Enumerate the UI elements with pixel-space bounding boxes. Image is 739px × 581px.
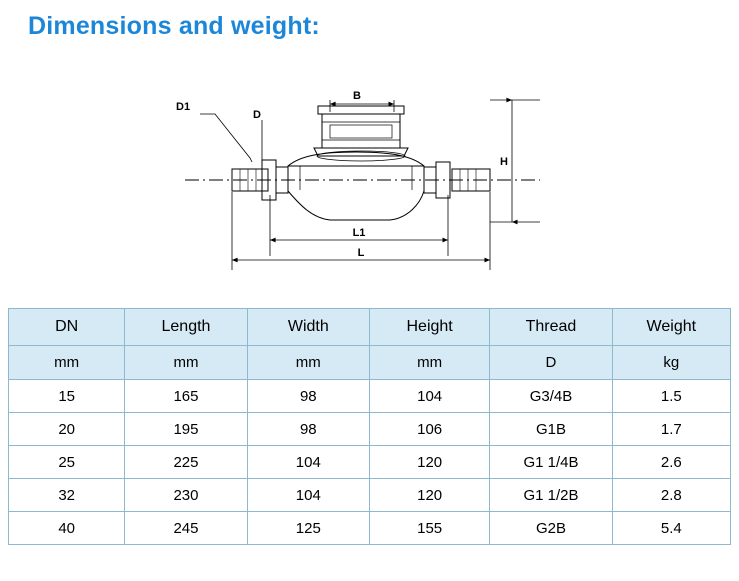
header-height: Height xyxy=(369,309,489,346)
header-dn: DN xyxy=(9,309,125,346)
header-thread: Thread xyxy=(490,309,612,346)
cell-weight: 1.7 xyxy=(612,413,730,446)
cell-thread: G2B xyxy=(490,512,612,545)
unit-weight: kg xyxy=(612,346,730,380)
water-meter-dimension-drawing xyxy=(0,70,739,288)
cell-dn: 32 xyxy=(9,479,125,512)
header-width: Width xyxy=(247,309,369,346)
label-d1: D1 xyxy=(176,101,191,113)
cell-height: 120 xyxy=(369,446,489,479)
dimensions-table xyxy=(8,308,731,545)
page-title: Dimensions and weight: xyxy=(28,12,320,40)
cell-dn: 25 xyxy=(9,446,125,479)
cell-weight: 2.6 xyxy=(612,446,730,479)
label-h: H xyxy=(500,156,508,168)
label-d: D xyxy=(253,109,261,121)
unit-thread: D xyxy=(490,346,612,380)
table-row xyxy=(9,446,731,479)
cell-length: 165 xyxy=(125,380,247,413)
cell-height: 120 xyxy=(369,479,489,512)
table-row xyxy=(9,413,731,446)
cell-thread: G1 1/2B xyxy=(490,479,612,512)
cell-length: 230 xyxy=(125,479,247,512)
table-row xyxy=(9,512,731,545)
cell-thread: G1 1/4B xyxy=(490,446,612,479)
cell-length: 245 xyxy=(125,512,247,545)
unit-length: mm xyxy=(125,346,247,380)
cell-weight: 2.8 xyxy=(612,479,730,512)
cell-thread: G1B xyxy=(490,413,612,446)
cell-dn: 20 xyxy=(9,413,125,446)
cell-width: 104 xyxy=(247,479,369,512)
cell-height: 106 xyxy=(369,413,489,446)
cell-weight: 1.5 xyxy=(612,380,730,413)
cell-dn: 40 xyxy=(9,512,125,545)
cell-height: 104 xyxy=(369,380,489,413)
cell-width: 98 xyxy=(247,413,369,446)
label-l: L xyxy=(357,247,365,259)
table-row xyxy=(9,380,731,413)
cell-width: 104 xyxy=(247,446,369,479)
table-row xyxy=(9,479,731,512)
header-weight: Weight xyxy=(612,309,730,346)
table-header-row xyxy=(9,309,731,346)
cell-width: 98 xyxy=(247,380,369,413)
table-units-row xyxy=(9,346,731,380)
label-b: B xyxy=(353,90,361,102)
header-length: Length xyxy=(125,309,247,346)
cell-width: 125 xyxy=(247,512,369,545)
dimensions-table-container xyxy=(8,308,731,545)
label-l1: L1 xyxy=(352,227,366,239)
cell-weight: 5.4 xyxy=(612,512,730,545)
cell-length: 225 xyxy=(125,446,247,479)
cell-height: 155 xyxy=(369,512,489,545)
cell-length: 195 xyxy=(125,413,247,446)
cell-thread: G3/4B xyxy=(490,380,612,413)
unit-dn: mm xyxy=(9,346,125,380)
unit-height: mm xyxy=(369,346,489,380)
cell-dn: 15 xyxy=(9,380,125,413)
unit-width: mm xyxy=(247,346,369,380)
